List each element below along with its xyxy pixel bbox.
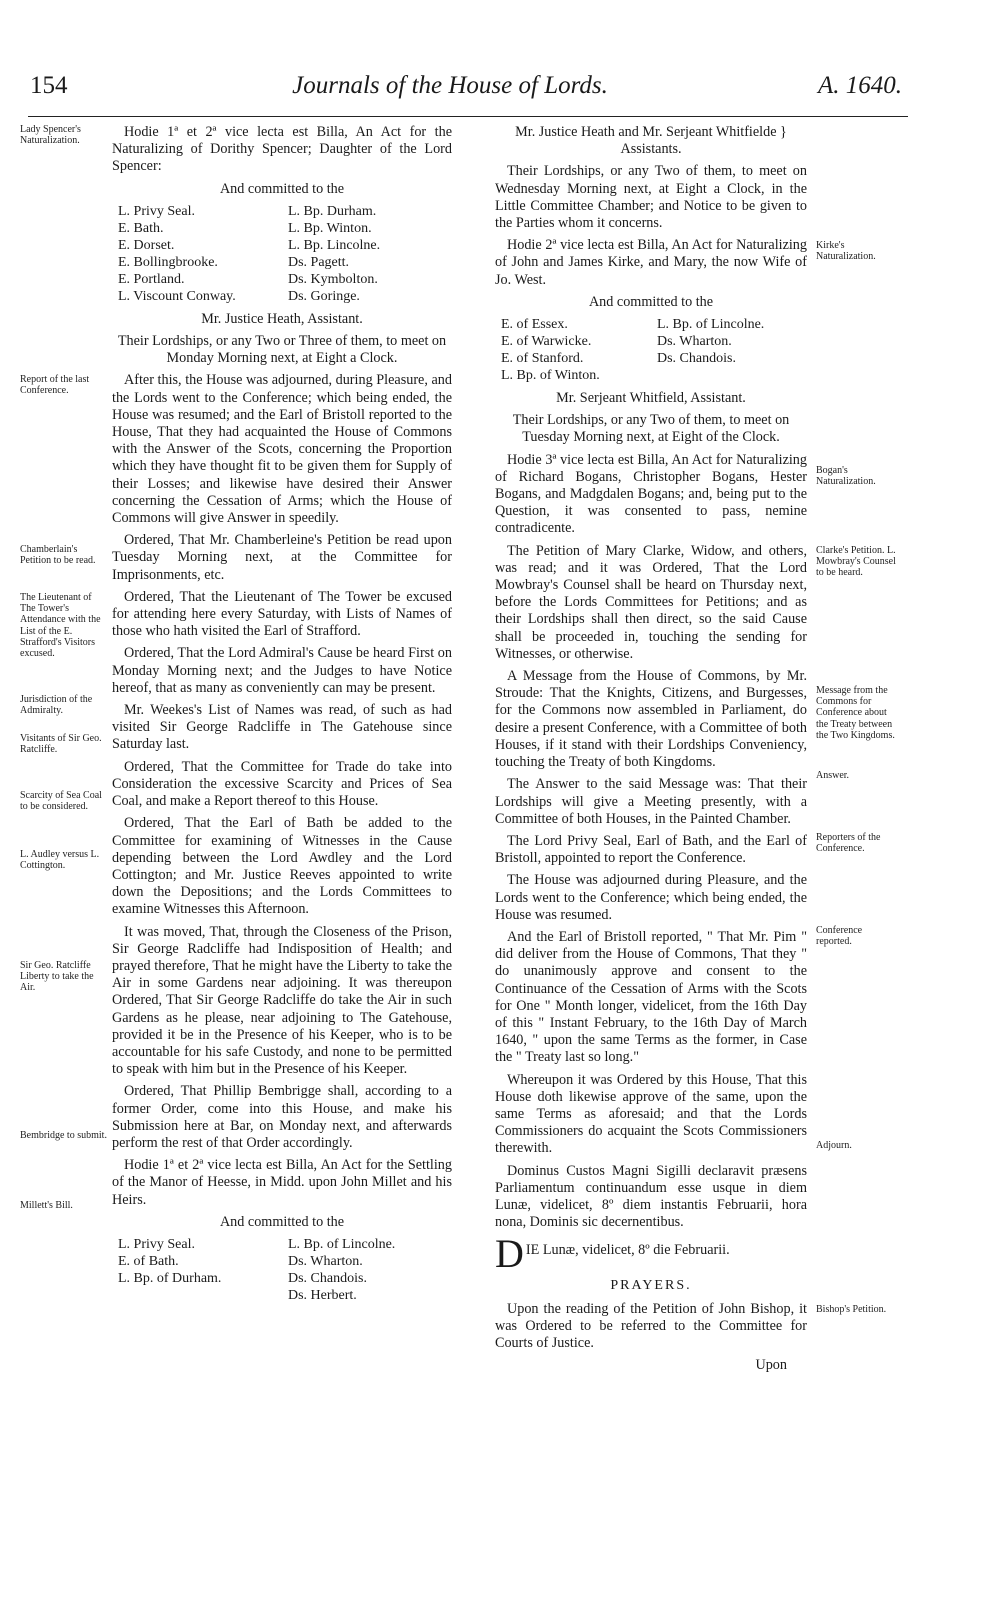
margin-note-report: Report of the last Conference.	[20, 374, 90, 397]
margin-note-bembridge: Bembridge to submit.	[20, 1130, 107, 1141]
message-answer: The Answer to the said Message was: That their Lordships will give a Meeting presently, with a Committee of both Houses, in the Painted Chamber.	[495, 776, 807, 827]
millett-committee	[112, 1236, 452, 1304]
seacoal-order: Ordered, That the Committee for Trade do take into Consideration the excessive Scarcity and Prices of Sea Coal, and make a Report thereof to this House.	[112, 758, 452, 810]
margin-note-admiralty: Jurisdiction of the Admiralty.	[20, 694, 93, 717]
committee-member: Ds. Wharton.	[288, 1253, 363, 1269]
bishop-petition: Upon the reading of the Petition of John Bishop, it was Ordered to be referred to the Committee for Courts of Justice.	[495, 1300, 807, 1351]
committee-member: L. Bp. Durham.	[288, 203, 377, 219]
kirke-committee	[495, 316, 807, 384]
conference-report: And the Earl of Bristoll reported, " That Mr. Pim " did deliver from the House of Commons, That they " do unanimously approve and consent to the Continuance of the Cessation of Arms with the Scots for One " Month longer, videlicet, from the 16th Day of this " Instant February, to the 16th Day of March 1640, " upon the same Terms as the former, in Case the " Treaty last so long."	[495, 928, 807, 1066]
lieutenant-order: Ordered, That the Lieutenant of The Tower be excused for attending here every Saturday, with Lists of Names of those who hath visited the Earl of Strafford.	[112, 588, 452, 640]
committee-member: E. of Essex.	[501, 317, 568, 333]
committee-member: E. Dorset.	[118, 237, 175, 253]
margin-note-kirke: Kirke's Naturalization.	[816, 240, 876, 263]
millett-bill-text: Hodie 1ª et 2ª vice lecta est Billa, An Act for the Settling of the Manor of Heesse, in Midd. upon John Millet and his Heirs.	[112, 1157, 452, 1208]
committee-member: Ds. Goringe.	[288, 288, 360, 304]
margin-note-bogan: Bogan's Naturalization.	[816, 465, 876, 488]
chamberlain-order: Ordered, That Mr. Chamberleine's Petition be read upon Tuesday Morning next, at the Committee for Imprisonments, etc.	[112, 532, 452, 583]
committee-member: L. Viscount Conway.	[118, 288, 236, 304]
committee-member: L. Bp. of Lincolne.	[288, 1236, 396, 1252]
admiral-order: Ordered, That the Lord Admiral's Cause be heard First on Monday Morning next; and the Judges to have Notice hereof, that as many as conveniently can may be present.	[112, 645, 452, 696]
page-year: A. 1640.	[817, 72, 902, 99]
kirke-bill-text: Hodie 2ª vice lecta est Billa, An Act for Naturalizing of John and James Kirke, and Mary, the now Wife of Jo. West.	[495, 237, 807, 288]
bill-spencer-assistant: Mr. Justice Heath, Assistant.	[201, 310, 363, 327]
bogans-bill: Hodie 3ª vice lecta est Billa, An Act for Naturalizing of Richard Bogans, Christopher Bogans, Hester Bogans, and Madgdalen Bogans; and, being put to the Question, it was consented to pass, nemine contradicente.	[495, 451, 807, 537]
die-heading	[495, 1231, 807, 1277]
prayers-heading: PRAYERS.	[610, 1278, 692, 1294]
committee-member: L. Bp. of Durham.	[118, 1270, 222, 1286]
margin-note-adjourn: Adjourn.	[816, 1140, 852, 1151]
die-initial: D	[495, 1231, 524, 1277]
page-number: 154	[30, 72, 68, 99]
committee-member: Ds. Herbert.	[288, 1287, 357, 1303]
committee-member: L. Bp. Winton.	[288, 220, 372, 236]
margin-note-answer: Answer.	[816, 770, 850, 781]
kirke-committed: And committed to the	[588, 293, 714, 310]
margin-note-scarcity: Scarcity of Sea Coal to be considered.	[20, 790, 102, 813]
committee-member: L. Privy Seal.	[118, 1236, 195, 1252]
right-column	[495, 124, 807, 1374]
margin-note-radcliffe: Sir Geo. Ratcliffe Liberty to take the Air.	[20, 960, 94, 994]
committee-member: E. of Bath.	[118, 1253, 179, 1269]
conference-reporters: The Lord Privy Seal, Earl of Bath, and the Earl of Bristoll, appointed to report the Conference.	[495, 832, 807, 867]
die-date: IE Lunæ, videlicet, 8º die Februarii.	[525, 1242, 730, 1259]
committee-member: L. Bp. of Lincolne.	[657, 317, 765, 333]
meeting-wednesday: Their Lordships, or any Two of them, to meet on Wednesday Morning next, at Eight a Clock, in the Little Committee Chamber; and Notice to be given to the Parties whom it concerns.	[495, 163, 807, 232]
margin-note-reporters: Reporters of the Conference.	[816, 832, 881, 855]
adjournment-latin: Dominus Custos Magni Sigilli declaravit præsens Parliamentum continuandum esse usque in diem Lunæ, videlicet, 8º diem instantis Februarii, hora nona, Dominis sic decernentibus.	[495, 1162, 807, 1231]
committee-member: E. of Warwicke.	[501, 334, 592, 350]
header-rule	[28, 116, 908, 117]
audley-order: Ordered, That the Earl of Bath be added to the Committee for examining of Witnesses in the Cause depending between the Lord Awdley and the Lord Cottington; and Mr. Justice Reeves appointed to write down the Depositions; and the Lords Committees to examine Witnesses this Afternoon.	[112, 815, 452, 918]
committee-member: Ds. Kymbolton.	[288, 271, 378, 287]
house-adjourned: The House was adjourned during Pleasure, and the Lords went to the Conference; which being ended, the House was resumed.	[495, 872, 807, 923]
committee-member: E. Bath.	[118, 220, 164, 236]
committee-member: L. Bp. Lincolne.	[288, 237, 381, 253]
whereupon-order: Whereupon it was Ordered by this House, That this House doth likewise approve of the same, upon the same Terms as aforesaid; and that the Lords Commissioners do acquaint the Scots Commissioners therewith.	[495, 1071, 807, 1157]
margin-note-spencer: Lady Spencer's Naturalization.	[20, 124, 81, 147]
committee-member: Ds. Chandois.	[288, 1270, 367, 1286]
margin-note-conference: Conference reported.	[816, 925, 863, 948]
kirke-assistant: Mr. Serjeant Whitfield, Assistant.	[556, 390, 746, 407]
left-column	[112, 124, 452, 1310]
margin-note-audley: L. Audley versus L. Cottington.	[20, 849, 100, 872]
assistants-line: Mr. Justice Heath and Mr. Serjeant Whitfielde } Assistants.	[515, 124, 787, 158]
committee-member: Ds. Pagett.	[288, 254, 350, 270]
committee-member: E. Portland.	[118, 271, 185, 287]
committee-member: Ds. Chandois.	[657, 351, 736, 367]
committee-member: L. Privy Seal.	[118, 203, 195, 219]
kirke-meeting: Their Lordships, or any Two of them, to meet on Tuesday Morning next, at Eight of the Clock.	[512, 412, 790, 446]
page-title: Journals of the House of Lords.	[292, 72, 608, 99]
margin-note-message: Message from the Commons for Conference about the Treaty between the Two Kingdoms.	[816, 685, 895, 741]
bembrigge-order: Ordered, That Phillip Bembrigge shall, according to a former Order, come into this House, and make his Submission here at Bar, on Monday next, and afterwards perform the rest of that Order accordingly.	[112, 1083, 452, 1151]
committee-member: E. Bollingbrooke.	[118, 254, 218, 270]
margin-note-lieutenant: The Lieutenant of The Tower's Attendance with the List of the E. Strafford's Visitors excused.	[20, 592, 101, 660]
committee-member: L. Bp. of Winton.	[501, 368, 600, 384]
bill-spencer-meeting: Their Lordships, or any Two or Three of them, to meet on Monday Morning next, at Eight a Clock.	[117, 333, 447, 367]
margin-note-millett: Millett's Bill.	[20, 1200, 73, 1211]
radcliffe-order: It was moved, That, through the Closeness of the Prison, Sir George Radcliffe had Indisposition of Health; and prayed therefore, That he might have the Liberty to take the Air in some Gardens near adjoining. It was thereupon Ordered, That Sir George Radcliffe do take the Air in such Gardens as he please, near adjoining to The Gatehouse, provided it be in the Presence of his Keeper, who is to be accountable for his safe Custody, and none to be permitted to speak with him but in the Presence of his Keeper.	[112, 923, 452, 1078]
committee-member: Ds. Wharton.	[657, 334, 732, 350]
clarke-petition: The Petition of Mary Clarke, Widow, and others, was read; and it was Ordered, That the Lord Mowbray's Counsel shall be heard on Thursday next, before the Lords Committees for Petitions; and as their Lordships shall then direct, so the said Cause shall be proceeded in, touching the sending for Witnesses, or otherwise.	[495, 542, 807, 662]
bill-spencer-text: Hodie 1ª et 2ª vice lecta est Billa, An Act for the Naturalizing of Dorithy Spencer; Daughter of the Lord Spencer:	[112, 124, 452, 175]
margin-note-bishop: Bishop's Petition.	[816, 1304, 887, 1315]
margin-note-visitants: Visitants of Sir Geo. Ratcliffe.	[20, 733, 102, 756]
margin-note-chamberlain: Chamberlain's Petition to be read.	[20, 544, 96, 567]
report-paragraph: After this, the House was adjourned, during Pleasure, and the Lords went to the Conference; which being ended, the House was resumed; and the Earl of Bristoll reported to the House, That they had acquainted the House of Commons with the Answer of the Scots, concerning the Proportion which they have thought fit to be given them for Supply of their Losses; and likewise have desired their Answer concerning the Cessation of Arms; which the House of Commons will give Answer in speedily.	[112, 372, 452, 527]
committee-member: E. of Stanford.	[501, 351, 584, 367]
catchword: Upon	[755, 1357, 787, 1374]
bill-spencer-committed: And committed to the	[219, 180, 345, 197]
margin-note-clarke: Clarke's Petition. L. Mowbray's Counsel to be heard.	[816, 545, 896, 579]
commons-message: A Message from the House of Commons, by Mr. Stroude: That the Knights, Citizens, and Burgesses, for the Commons now assembled in Parliament, do desire a present Conference, with a Committee of both Houses, if it stand with their Lordships Conveniency, touching the Treaty of both Kingdoms.	[495, 668, 807, 771]
millett-committed: And committed to the	[219, 1213, 345, 1230]
bill-spencer-committee	[112, 203, 452, 305]
weekes-list: Mr. Weekes's List of Names was read, of such as had visited Sir George Radcliffe in The Gatehouse since Saturday last.	[112, 702, 452, 753]
